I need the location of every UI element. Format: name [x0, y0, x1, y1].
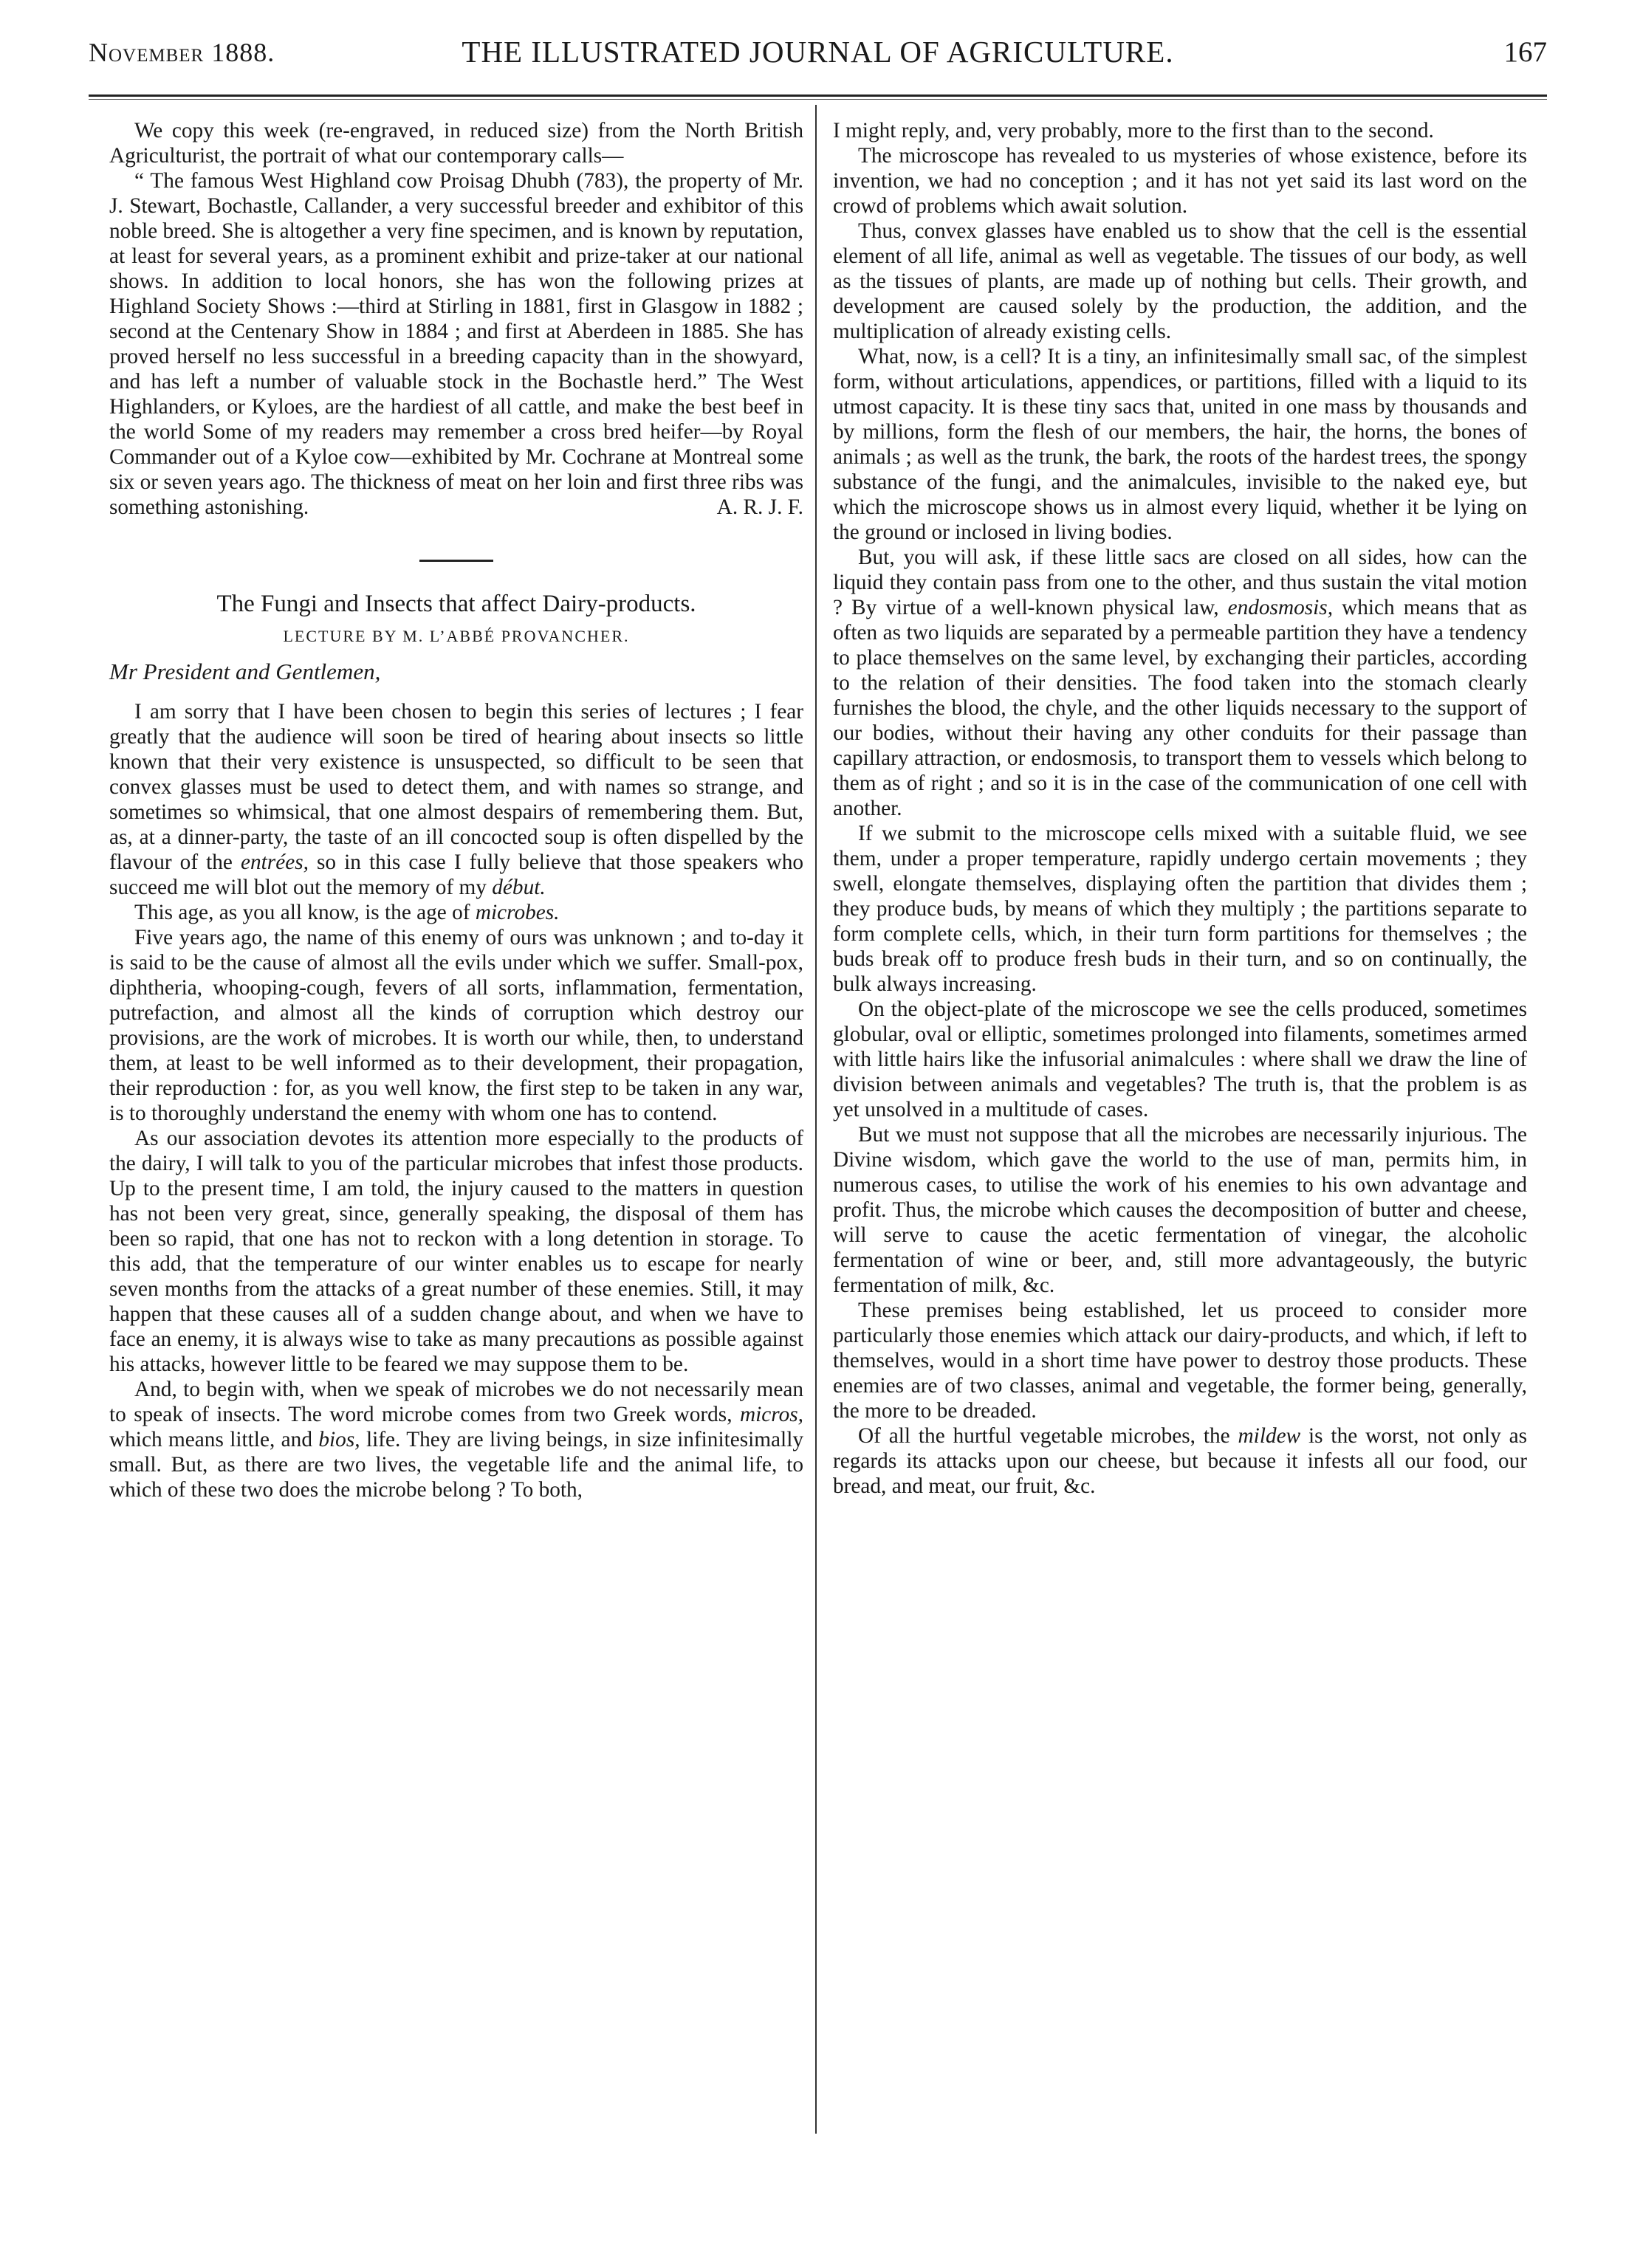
lecture-paragraph [109, 900, 803, 925]
paragraph-text: This age, as you all know, is the age of [134, 901, 470, 924]
header-date: November 1888. [89, 38, 275, 67]
paragraph-text: But, you will ask, if these little sacs are closed on all sides, how can the liquid they contain pass from one to the other, and thus sustain the vital motion ? By virtue of a well-known physical law, [833, 546, 1527, 619]
journal-title: THE ILLUSTRATED JOURNAL OF AGRICULTURE. [462, 35, 1174, 69]
italic-term: bios, [318, 1428, 360, 1451]
lecture-paragraph: These premises being established, let us proceed to consider more particularly those enemies which attack our dairy-products, and which, if left to themselves, would in a short time have power to destroy those products. These enemies are of two classes, animal and vegetable, the former being, generally, the more to be dreaded. [833, 1299, 1527, 1423]
lecture-paragraph: Thus, convex glasses have enabled us to show that the cell is the essential element of all life, animal as well as vegetable. The tissues of our body, as well as the tissues of plants, are made up of nothing but cells. Their growth, and development are caused solely by the production, the addition, and the multiplication of already existing cells. [833, 219, 1527, 343]
cow-quote-paragraph [109, 168, 803, 520]
page-number: 167 [1503, 36, 1547, 68]
italic-term: début. [492, 876, 546, 899]
lecture-paragraph [833, 545, 1527, 821]
header-rule [89, 94, 1547, 97]
paragraph-text: I am sorry that I have been chosen to begin this series of lectures ; I fear greatly that the audience will soon be tired of hearing about insects so little known that their very existence is unsuspected, so difficult to be seen that convex glasses must be used to detect them, and with names so strange, and sometimes so whimsical, that one almost despairs of remembering them. But, as, at a dinner-party, the taste of an ill concocted soup is often dispelled by the flavour of the [109, 700, 803, 874]
paragraph-text: which means that as often as two liquids are separated by a permeable partition they have a tendency to place themselves on the same level, by exchanging their particles, according to the relation of their densities. The food taken into the stomach clearly furnishes the blood, the chyle, and the other liquids necessary to the support of our bodies, without their having any other conduits for their passage than capillary attraction, or endosmosis, to transport them to vessels which belong to them as of right ; and so it is in the case of the communication of one cell with another. [833, 596, 1527, 820]
right-column [833, 118, 1527, 1499]
cow-intro-paragraph: We copy this week (re-engraved, in reduced size) from the North British Agriculturist, the portrait of what our contemporary calls— [109, 119, 803, 168]
section-separator [419, 560, 493, 562]
lecture-paragraph: On the object-plate of the microscope we see the cells produced, sometimes globular, oval or elliptic, sometimes prolonged into filaments, sometimes armed with little hairs like the infusorial animalcules : where shall we draw the line of division between animals and vegetables? The truth is, that the problem is as yet unsolved in a multitude of cases. [833, 997, 1527, 1121]
lecture-paragraph: The microscope has revealed to us mysteries of whose existence, before its invention, we had no conception ; and it has not yet said its last word on the crowd of problems which await solution. [833, 144, 1527, 218]
page-header [89, 32, 1547, 77]
lecture-paragraph: If we submit to the microscope cells mixed with a suitable fluid, we see them, under a proper temperature, rapidly undergo certain movements ; they swell, elongate themselves, displaying often the partition that divides them ; they produce buds, by means of which they multiply ; the partitions separate to form complete cells, which, in their turn form partitions for themselves ; the buds break off to produce fresh buds in their turn, and so on continually, the bulk always increasing. [833, 822, 1527, 996]
lecture-paragraph [109, 699, 803, 900]
italic-term: entrées, [241, 850, 309, 874]
italic-term: endosmosis, [1227, 596, 1334, 619]
lecture-byline: LECTURE BY M. L’ABBÉ PROVANCHER. [283, 627, 630, 645]
header-rule-thin [89, 99, 1547, 100]
column-divider [815, 105, 817, 2134]
lecture-salutation: Mr President and Gentlemen, [109, 659, 381, 684]
lecture-paragraph: Five years ago, the name of this enemy of ours was unknown ; and to-day it is said to be the cause of almost all the evils under which we suffer. Small-pox, diphtheria, whooping-cough, fevers of all sorts, inflammation, fermentation, putrefaction, and almost all the kinds of corruption which destroy our provisions, are the work of microbes. It is worth our while, then, to understand them, at least to be well informed as to their development, their propagation, their reproduction : for, as you well know, the first step to be taken in any war, is to thoroughly understand the enemy with whom one has to contend. [109, 926, 803, 1125]
lecture-paragraph [833, 1423, 1527, 1499]
paragraph-text: Of all the hurtful vegetable microbes, the [858, 1424, 1230, 1448]
italic-term: mildew [1238, 1424, 1301, 1448]
paragraph-text: which means little, and [109, 1428, 312, 1451]
paragraph-text: is the worst, not only as regards its attacks upon our cheese, but because it infests all our food, our bread, and meat, our fruit, &c. [833, 1424, 1528, 1498]
left-column [109, 118, 803, 1502]
cow-quote-text: “ The famous West Highland cow Proisag Dhubh (783), the property of Mr. J. Stewart, Bochastle, Callander, a very successful breeder and exhibitor of this noble breed. She is altogether a very fine specimen, and is known by reputation, at least for several years, as a prominent exhibit and prize-taker at our national shows. In addition to local honors, she has won the following prizes at Highland Society Shows :—third at Stirling in 1881, first in Glasgow in 1882 ; second at the Centenary Show in 1884 ; and first at Aberdeen in 1885. She has proved herself no less successful in a breeding capacity than in the showyard, and has left a number of valuable stock in the Bochastle herd.” The West Highlanders, or Kyloes, are the hardiest of all cattle, and make the best beef in the world Some of my readers may remember a cross bred heifer—by Royal Commander out of a Kyloe cow—exhibited by Mr. Cochrane at Montreal some six or seven years ago. The thickness of meat on her loin and first three ribs was something astonishing. [109, 169, 803, 519]
lecture-paragraph: But we must not suppose that all the microbes are necessarily injurious. The Divine wisdom, which gave the world to the use of man, permits him, in numerous cases, to utilise the work of his enemies to his own advantage and profit. Thus, the microbe which causes the decomposition of butter and cheese, will serve to cause the acetic fermentation of vinegar, the alcoholic fermentation of wine or beer, and, still more advantageously, the butyric fermentation of milk, &c. [833, 1123, 1527, 1297]
paragraph-text: life. They are living beings, in size infinitesimally small. But, as there are two lives, the vegetable life and the animal life, to which of these two does the microbe belong ? To both, [109, 1428, 803, 1502]
italic-term: micros, [740, 1403, 803, 1426]
paragraph-text: And, to begin with, when we speak of microbes we do not necessarily mean to speak of insects. The word microbe comes from two Greek words, [109, 1378, 803, 1426]
paragraph-text: so in this case I fully believe that those speakers who succeed me will blot out the memory of my [109, 850, 804, 899]
lecture-paragraph [109, 1377, 803, 1502]
italic-term: microbes. [475, 901, 560, 924]
lecture-paragraph: As our association devotes its attention more especially to the products of the dairy, I will talk to you of the particular microbes that infest those products. Up to the present time, I am told, the injury caused to the matters in question has not been very great, since, generally speaking, the disposal of them has been so rapid, that one has not to reckon with a long detention in storage. To this add, that the temperature of our winter enables us to escape for nearly seven months from the attacks of a great number of these enemies. Still, it may happen that these causes all of a sudden change about, and when we have to face an enemy, it is always wise to take as many precautions as possible against his attacks, however little to be feared we may suppose them to be. [109, 1127, 803, 1376]
lecture-paragraph: I might reply, and, very probably, more to the first than to the second. [833, 119, 1434, 142]
author-signature: A. R. J. F. [716, 495, 803, 519]
lecture-paragraph: What, now, is a cell? It is a tiny, an infinitesimally small sac, of the simplest form, without articulations, appendices, or partitions, filled with a liquid to its utmost capacity. It is these tiny sacs that, united in one mass by thousands and by millions, form the flesh of our members, the hair, the horns, the bones of animals ; as well as the trunk, the bark, the roots of the hardest trees, the spongy substance of the fungi, and the animalcules, invisible to the naked eye, but which the microscope shows us in almost every liquid, whether it be lying on the ground or inclosed in living bodies. [833, 345, 1527, 544]
lecture-title: The Fungi and Insects that affect Dairy-products. [216, 591, 696, 617]
